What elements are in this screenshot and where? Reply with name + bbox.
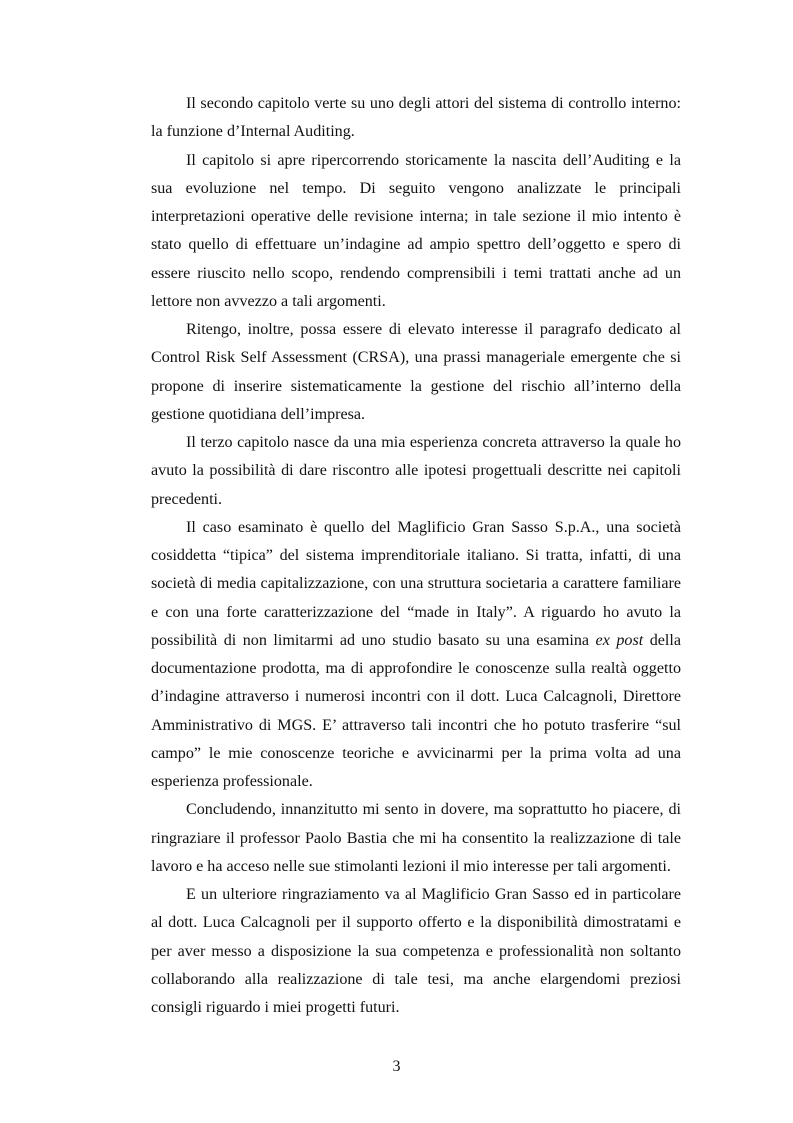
page-number: 3	[392, 1058, 401, 1075]
document-body	[151, 90, 681, 1022]
case-study-text-end: della documentazione prodotta, ma di approfondire le conoscenze sulla realtà oggetto d’indagine attraverso i numerosi incontri con il dott. Luca Calcagnoli, Direttore Amministrativo di MGS. E’ attraverso tali incontri che ho potuto trasferire “sul campo” le mie conoscenze teoriche e avvicinarmi per la prima volta ad una esperienza professionale.	[151, 631, 681, 790]
paragraph-internal-auditing-intro: Il secondo capitolo verte su uno degli attori del sistema di controllo interno: la funzione d’Internal Auditing.	[151, 95, 681, 141]
paragraph-auditing-history: Il capitolo si apre ripercorrendo storicamente la nascita dell’Auditing e la sua evoluzione nel tempo. Di seguito vengono analizzate le principali interpretazioni operative delle revisione interna; in tale sezione il mio intento è stato quello di effettuare un’indagine ad ampio spettro dell’oggetto e spero di essere riuscito nello scopo, rendendo comprensibili i temi trattati anche ad un lettore non avvezzo a tali argomenti.	[151, 151, 681, 310]
paragraph-acknowledgement-company: E un ulteriore ringraziamento va al Maglificio Gran Sasso ed in particolare al dott. Luca Calcagnoli per il supporto offerto e la disponibilità dimostratami e per aver messo a disposizione la sua competenza e professionalità non soltanto collaborando alla realizzazione di tale tesi, ma anche elargendomi preziosi consigli riguardo i miei progetti futuri.	[151, 886, 681, 1016]
case-study-text-start: Il caso esaminato è quello del Maglificio Gran Sasso S.p.A., una società cosiddetta “tipica” del sistema imprenditoriale italiano. Si tratta, infatti, di una società di media capitalizzazione, con una struttura societaria a carattere familiare e con una forte caratterizzazione del “made in Italy”. A riguardo ho avuto la possibilità di non limitarmi ad uno studio basato su una esamina	[151, 518, 681, 649]
paragraph-case-study	[151, 514, 681, 797]
paragraph-third-chapter: Il terzo capitolo nasce da una mia esperienza concreta attraverso la quale ho avuto la possibilità di dare riscontro alle ipotesi progettuali descritte nei capitoli precedenti.	[151, 434, 681, 508]
case-study-emphasis: ex post	[595, 631, 644, 649]
paragraph-acknowledgement-professor: Concludendo, innanzitutto mi sento in dovere, ma soprattutto ho piacere, di ringraziare il professor Paolo Bastia che mi ha consentito la realizzazione di tale lavoro e ha acceso nelle sue stimolanti lezioni il mio interesse per tali argomenti.	[151, 801, 681, 875]
paragraph-crsa: Ritengo, inoltre, possa essere di elevato interesse il paragrafo dedicato al Control Risk Self Assessment (CRSA), una prassi manageriale emergente che si propone di inserire sistematicamente la gestione del rischio all’interno della gestione quotidiana dell’impresa.	[151, 321, 681, 423]
